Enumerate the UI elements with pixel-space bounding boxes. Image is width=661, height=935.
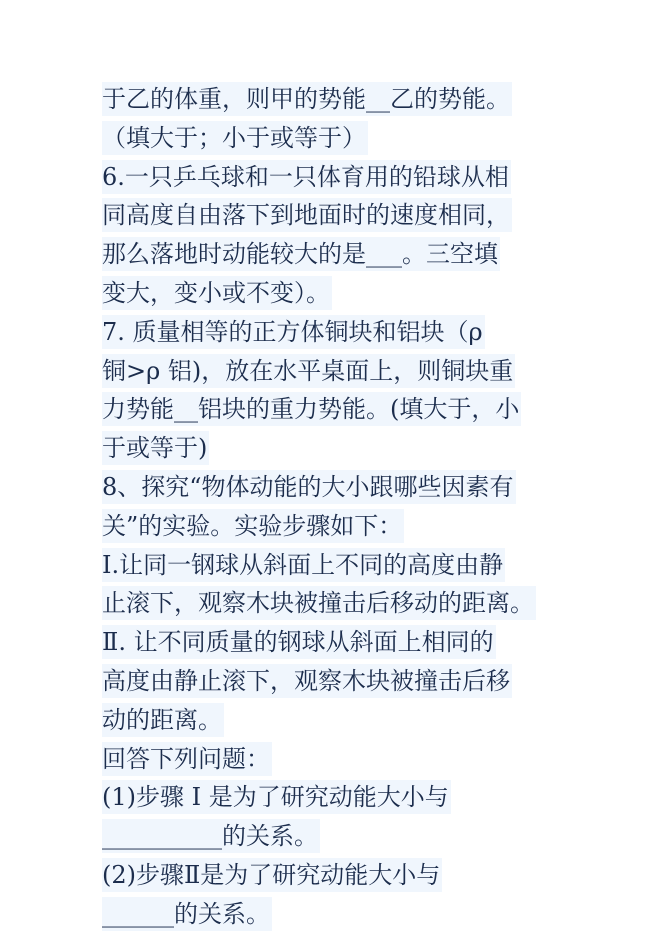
step-1-line <box>102 545 602 584</box>
line-text: 那么落地时动能较大的是___。三空填 <box>102 237 500 271</box>
line-text: 回答下列问题： <box>102 742 272 776</box>
line-text: 6.一只乒乓球和一只体育用的铅球从相 <box>102 160 511 194</box>
text-line <box>102 661 602 700</box>
text-line <box>102 700 602 739</box>
line-text: (1)步骤 I 是为了研究动能大小与 <box>102 780 451 814</box>
step-2-line <box>102 622 602 661</box>
text-line <box>102 506 602 545</box>
line-text: 同高度自由落下到地面时的速度相同， <box>102 198 512 232</box>
line-text: 止滚下，观察木块被撞击后移动的距离。 <box>102 586 536 620</box>
text-line <box>102 583 602 622</box>
answer-blank-1-line <box>102 816 602 855</box>
line-text: (2)步骤Ⅱ是为了研究动能大小与 <box>102 858 442 892</box>
text-line <box>102 351 602 390</box>
text-line <box>102 79 602 118</box>
answer-heading-line <box>102 739 602 778</box>
sub-question-2-line <box>102 855 602 894</box>
question-7-line <box>102 312 602 351</box>
text-line <box>102 389 602 428</box>
text-line <box>102 234 602 273</box>
line-text: 8、探究“物体动能的大小跟哪些因素有 <box>102 470 516 504</box>
question-6-line <box>102 157 602 196</box>
line-text: ______的关系。 <box>102 897 272 931</box>
answer-blank-2-line <box>102 894 602 933</box>
line-text: 变大，变小或不变）。 <box>102 276 332 310</box>
line-text: 力势能__铝块的重力势能。(填大于，小 <box>102 392 521 426</box>
line-text: 动的距离。 <box>102 703 224 737</box>
text-line <box>102 195 602 234</box>
line-text: 高度由静止滚下，观察木块被撞击后移 <box>102 664 512 698</box>
text-line <box>102 273 602 312</box>
line-text: （填大于；小于或等于） <box>102 121 368 155</box>
line-text: Ⅱ. 让不同质量的钢球从斜面上相同的 <box>102 625 496 659</box>
line-text: 于乙的体重，则甲的势能__乙的势能。 <box>102 82 512 116</box>
line-text: 于或等于) <box>102 431 209 465</box>
text-line <box>102 118 602 157</box>
line-text: 7. 质量相等的正方体铜块和铝块（ρ <box>102 315 485 349</box>
sub-question-1-line <box>102 777 602 816</box>
question-8-line <box>102 467 602 506</box>
line-text: 铜>ρ 铝)，放在水平桌面上，则铜块重 <box>102 354 515 388</box>
line-text: I.让同一钢球从斜面上不同的高度由静 <box>102 548 505 582</box>
question-text-block <box>102 79 602 933</box>
line-text: 关”的实验。实验步骤如下： <box>102 509 404 543</box>
text-line <box>102 428 602 467</box>
line-text: __________的关系。 <box>102 819 320 853</box>
